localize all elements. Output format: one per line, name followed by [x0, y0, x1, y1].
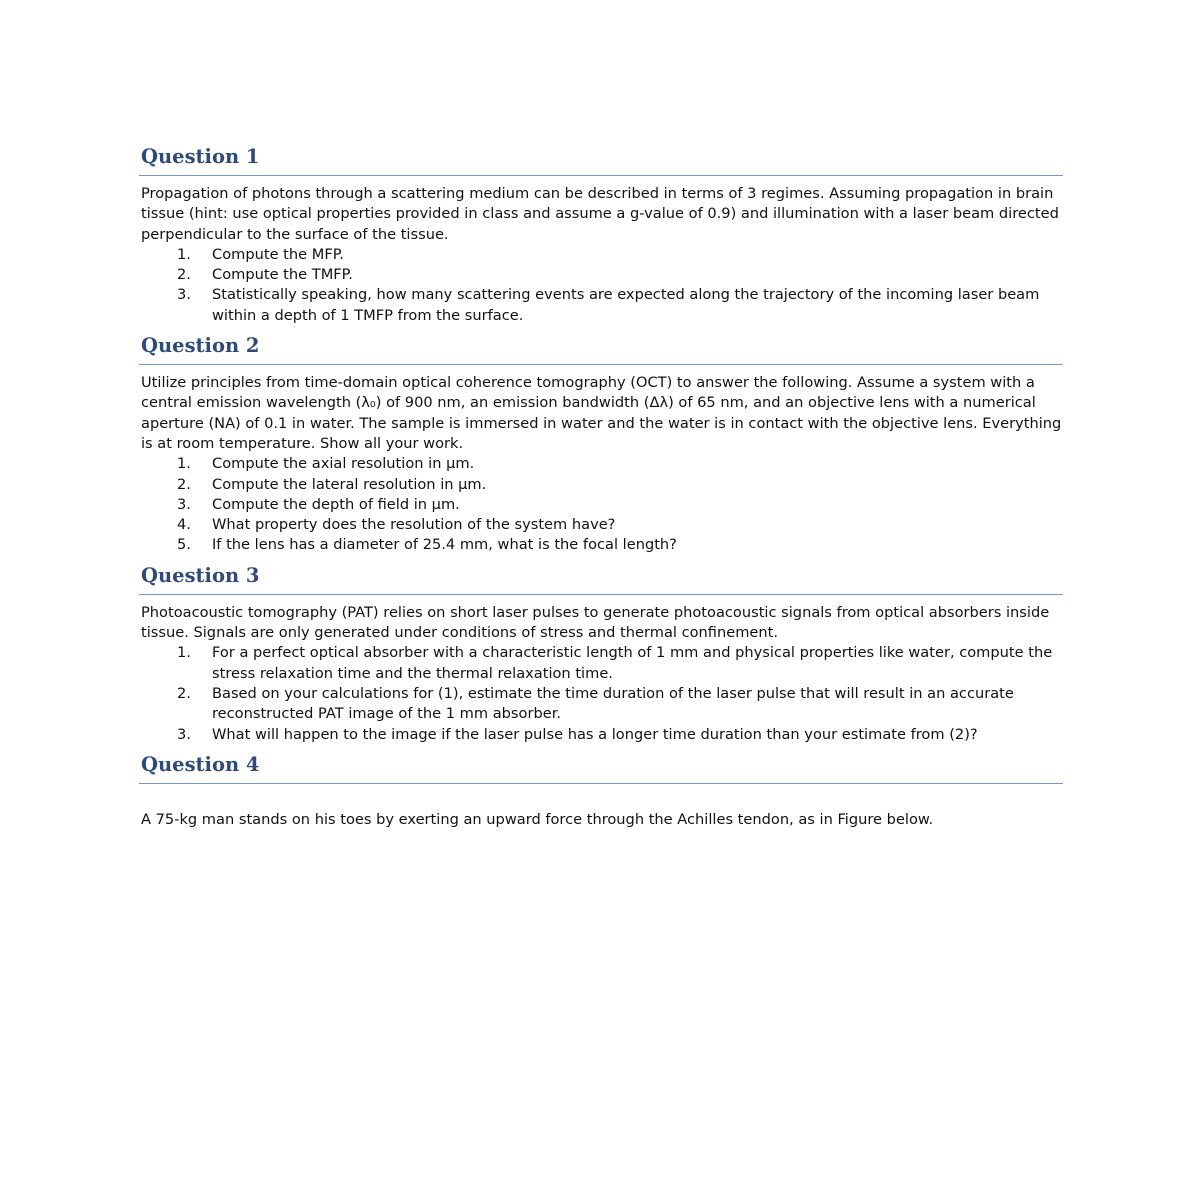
list-item [141, 454, 1063, 474]
question-1-section [141, 143, 1063, 332]
document-page [141, 143, 1063, 830]
question-1-heading: Question 1 [139, 143, 1063, 176]
list-item-number: 3. [177, 495, 191, 513]
list-item [141, 684, 1063, 725]
list-item-number: 1. [177, 455, 191, 473]
list-item-number: 2. [177, 266, 191, 284]
list-item [141, 495, 1063, 515]
list-item-text: For a perfect optical absorber with a characteristic length of 1 mm and physical properties like water, compute the stress relaxation time and the thermal relaxation time. [212, 644, 1053, 682]
list-item [141, 285, 1063, 326]
list-item-number: 4. [177, 516, 191, 534]
list-item [141, 475, 1063, 495]
list-item [141, 265, 1063, 285]
list-item-number: 1. [177, 245, 191, 263]
question-2-list [141, 454, 1063, 555]
list-item [141, 643, 1063, 684]
list-item-number: 3. [177, 725, 191, 743]
list-item [141, 535, 1063, 555]
list-item-text: Compute the axial resolution in µm. [212, 455, 475, 473]
question-3-section [141, 562, 1063, 751]
question-3-heading: Question 3 [139, 562, 1063, 595]
list-item-text: Compute the TMFP. [212, 266, 353, 284]
list-item-text: What will happen to the image if the laser pulse has a longer time duration than your estimate from (2)? [212, 725, 978, 743]
question-4-heading: Question 4 [139, 751, 1063, 784]
question-2-heading: Question 2 [139, 332, 1063, 365]
question-4-section [141, 751, 1063, 830]
list-item-number: 5. [177, 536, 191, 554]
list-item-number: 3. [177, 286, 191, 304]
list-item [141, 725, 1063, 745]
list-item-text: If the lens has a diameter of 25.4 mm, what is the focal length? [212, 536, 677, 554]
question-3-text: Photoacoustic tomography (PAT) relies on short laser pulses to generate photoacoustic signals from optical absorbers inside tissue. Signals are only generated under conditions of stress and thermal confinement. [141, 603, 1050, 642]
question-2-text: Utilize principles from time-domain optical coherence tomography (OCT) to answer the following. Assume a system with a central emission wavelength (λ₀) of 900 nm, an emission bandwidth (Δλ) of 65 nm, and an objective lens with a numerical aperture (NA) of 0.1 in water. The sample is immersed in water and the water is in contact with the objective lens. Everything is at room temperature. Show all your work. [141, 374, 1062, 452]
list-item-text: Based on your calculations for (1), estimate the time duration of the laser pulse that will result in an accurate reconstructed PAT image of the 1 mm absorber. [212, 684, 1014, 723]
list-item [141, 515, 1063, 535]
list-item-number: 2. [177, 684, 191, 702]
list-item-text: Statistically speaking, how many scattering events are expected along the trajectory of the incoming laser beam within a depth of 1 TMFP from the surface. [212, 286, 1040, 324]
question-2-section [141, 332, 1063, 562]
question-4-text: A 75-kg man stands on his toes by exerting an upward force through the Achilles tendon, as in Figure below. [141, 810, 934, 828]
list-item [141, 245, 1063, 265]
list-item-text: What property does the resolution of the system have? [212, 516, 616, 534]
list-item-text: Compute the MFP. [212, 245, 344, 263]
question-1-list [141, 245, 1063, 326]
list-item-text: Compute the lateral resolution in µm. [212, 475, 487, 493]
list-item-number: 2. [177, 475, 191, 493]
list-item-number: 1. [177, 644, 191, 662]
question-1-text: Propagation of photons through a scattering medium can be described in terms of 3 regimes. Assuming propagation in brain tissue (hint: use optical properties provided in class and assume a g-value of 0.9) and illumination with a laser beam directed perpendicular to the surface of the tissue. [141, 185, 1059, 243]
list-item-text: Compute the depth of field in µm. [212, 495, 460, 513]
question-3-list [141, 643, 1063, 744]
